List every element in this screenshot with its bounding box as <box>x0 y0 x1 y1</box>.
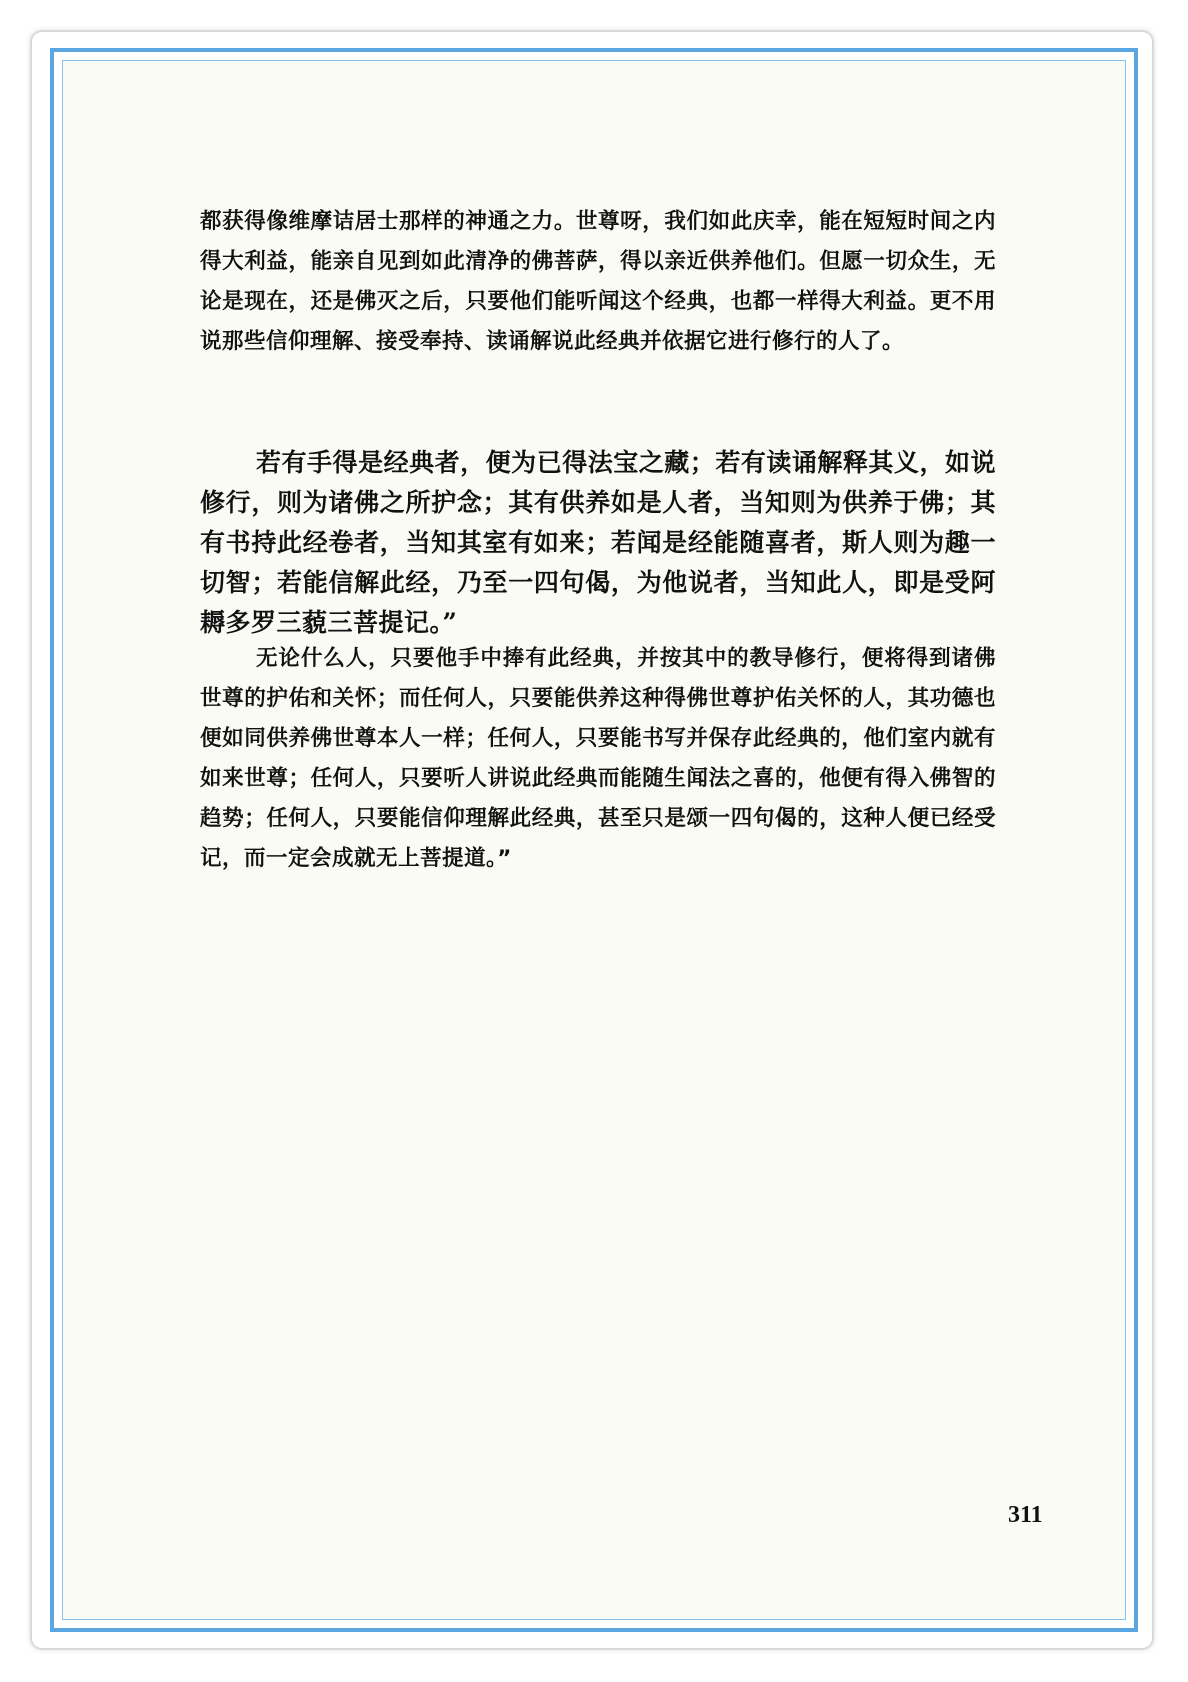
commentary-paragraph-1: 都获得像维摩诘居士那样的神通之力。世尊呀，我们如此庆幸，能在短短时间之内得大利益，能亲自见到如此清净的佛菩萨，得以亲近供养他们。但愿一切众生，无论是现在，还是佛灭之后，只要他们能听闻这个经典，也都一样得大利益。更不用说那些信仰理解、接受奉持、读诵解说此经典并依据它进行修行的人了。 <box>200 209 996 354</box>
sutra-quote-paragraph: 若有手得是经典者，便为已得法宝之藏；若有读诵解释其义，如说修行，则为诸佛之所护念；其有供养如是人者，当知则为供养于佛；其有书持此经卷者，当知其室有如来；若闻是经能随喜者，斯人则为趣一切智；若能信解此经，乃至一四句偈，为他说者，当知此人，即是受阿耨多罗三藐三菩提记。” <box>200 448 996 637</box>
commentary-paragraph-2: 无论什么人，只要他手中捧有此经典，并按其中的教导修行，便将得到诸佛世尊的护佑和关怀；而任何人，只要能供养这种得佛世尊护佑关怀的人，其功德也便如同供养佛世尊本人一样；任何人，只要能书写并保存此经典的，他们室内就有如来世尊；任何人，只要听人讲说此经典而能随生闻法之喜的，他便有得入佛智的趋势；任何人，只要能信仰理解此经典，甚至只是颂一四句偈的，这种人便已经受记，而一定会成就无上菩提道。” <box>200 646 996 871</box>
page-number: 311 <box>1008 1502 1043 1528</box>
